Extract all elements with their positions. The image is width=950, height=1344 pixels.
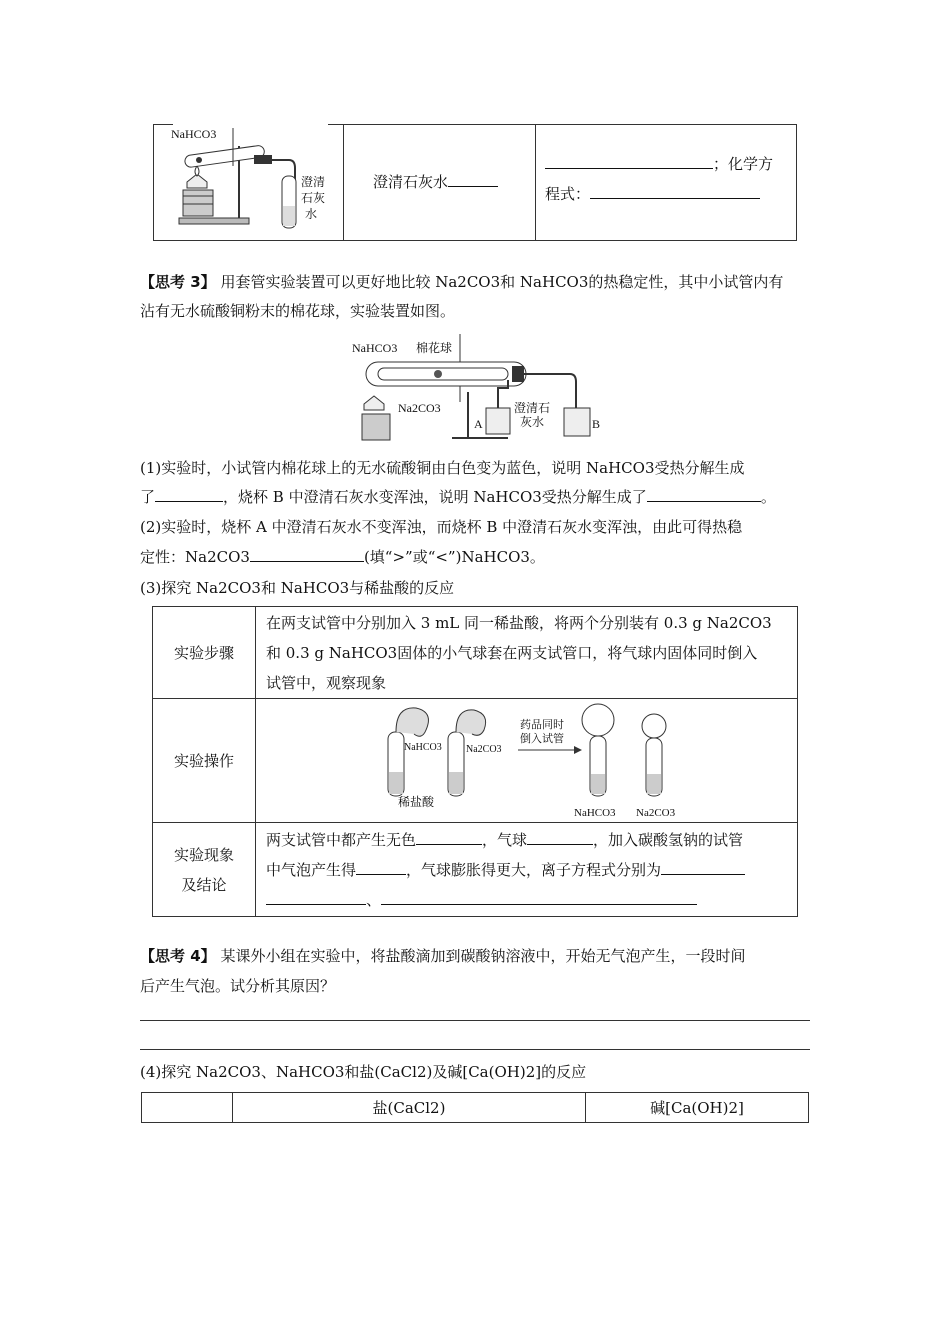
q4-title-text: (4)探究 Na2CO3、NaHCO3和盐(CaCl2)及碱[Ca(OH)2]的反应 — [140, 1063, 587, 1081]
equation-blank[interactable] — [590, 184, 760, 199]
row-operation-figure-cell — [256, 699, 798, 823]
q2-line-1 — [140, 517, 742, 537]
fig3-a-label: A — [474, 417, 483, 431]
right-cell-text-1: ；化学方 — [713, 155, 774, 173]
right-cell-text-2: 程式： — [545, 185, 591, 203]
fig-nahco3-label-a: NaHCO3 — [404, 741, 442, 753]
right-cell-line-2 — [545, 184, 760, 204]
fig3-nahco3-label: NaHCO3 — [352, 341, 398, 355]
think3-line-1 — [140, 272, 783, 292]
arrow-label-1: 药品同时 — [520, 717, 564, 731]
q2-blank[interactable] — [250, 547, 364, 562]
fig3-limewater-label-1: 澄清石 — [514, 401, 551, 415]
q2-line-2 — [140, 547, 545, 567]
result-text-1b: ，气球 — [482, 830, 528, 849]
q2-text-2a: 定性：Na2CO3 — [140, 548, 250, 566]
q1-text-2c: 。 — [760, 488, 776, 506]
limewater-cell — [373, 172, 498, 192]
q2-text-1: (2)实验时，烧杯 A 中澄清石灰水不变浑浊，而烧杯 B 中澄清石灰水变浑浊，由此可得热稳 — [140, 518, 743, 536]
think4-text-1: 某课外小组在实验中，将盐酸滴加到碳酸钠溶液中，开始无气泡产生，一段时间 — [220, 947, 746, 965]
think3-text-2: 沾有无水硫酸铜粉末的棉花球，实验装置如图。 — [140, 302, 456, 320]
steps-line-3: 试管中，观察现象 — [266, 673, 387, 692]
think3-text-1: 用套管实验装置可以更好地比较 Na2CO3和 NaHCO3的热稳定性，其中小试管内有 — [220, 273, 784, 291]
result-blank-4[interactable] — [661, 860, 745, 875]
q1-line-2 — [140, 487, 776, 507]
fig-limewater-label-1: 澄清 — [301, 175, 326, 189]
fig-limewater-label-2: 石灰 — [301, 191, 326, 205]
q1-text-2a: 了 — [140, 488, 156, 506]
q3-title — [140, 578, 454, 598]
fig-na2co3-label-a: Na2CO3 — [466, 743, 502, 755]
fig3-cotton-label: 棉花球 — [416, 341, 453, 355]
fig-nahco3-label-b: NaHCO3 — [574, 806, 616, 819]
right-cell-line-1 — [545, 154, 773, 174]
steps-line-2: 和 0.3 g NaHCO3固体的小气球套在两支试管口，将气球内固体同时倒入 — [266, 643, 758, 662]
fig3-limewater-label-2: 灰水 — [520, 415, 545, 429]
result-text-1c: ，加入碳酸氢钠的试管 — [593, 830, 744, 849]
bottom-col-base: 碱[Ca(OH)2] — [586, 1093, 809, 1123]
top-table — [153, 124, 797, 241]
result-blank-2[interactable] — [527, 830, 593, 845]
q1-text-1: (1)实验时，小试管内棉花球上的无水硫酸铜由白色变为蓝色，说明 NaHCO3受热分解生成 — [140, 459, 745, 477]
limewater-blank[interactable] — [448, 172, 498, 187]
row-operation-label: 实验操作 — [153, 699, 256, 823]
result-text-2a: 中气泡产生得 — [266, 860, 357, 879]
think4-line-1 — [140, 946, 745, 966]
limewater-text: 澄清石灰水 — [373, 173, 449, 191]
result-text-3: 、 — [366, 890, 382, 909]
row-steps-content — [256, 607, 798, 699]
result-text-2b: ，气球膨胀得更大，离子方程式分别为 — [406, 860, 662, 879]
heating-apparatus-figure — [159, 126, 339, 238]
arrow-label-2: 倒入试管 — [520, 731, 564, 745]
q1-blank-2[interactable] — [647, 487, 761, 502]
experiment-table — [152, 606, 798, 917]
bottom-col-empty — [142, 1093, 233, 1123]
row-steps-label: 实验步骤 — [153, 607, 256, 699]
result-blank-3[interactable] — [356, 860, 406, 875]
bottom-table — [141, 1092, 809, 1123]
think3-line-2 — [140, 301, 455, 321]
bottom-col-salt: 盐(CaCl2) — [233, 1093, 586, 1123]
think3-tag: 【思考 3】 — [140, 273, 216, 291]
steps-line-1: 在两支试管中分别加入 3 mL 同一稀盐酸，将两个分别装有 0.3 g Na2CO3 — [266, 613, 772, 632]
think4-line-2 — [140, 976, 335, 996]
q1-text-2b: ，烧杯 B 中澄清石灰水变浑浊，说明 NaHCO3受热分解生成了 — [223, 488, 647, 506]
phenomenon-blank[interactable] — [545, 154, 713, 169]
fig-acid-label: 稀盐酸 — [398, 794, 435, 809]
answer-line-2[interactable] — [140, 1049, 810, 1050]
fig3-na2co3-label: Na2CO3 — [398, 401, 441, 415]
balloon-tubes-figure — [378, 702, 698, 820]
fig3-b-label: B — [592, 417, 601, 431]
fig-nahco3-label: NaHCO3 — [171, 127, 217, 141]
result-blank-5[interactable] — [266, 890, 366, 905]
answer-line-1[interactable] — [140, 1020, 810, 1021]
think4-tag: 【思考 4】 — [140, 947, 216, 965]
think4-text-2: 后产生气泡。试分析其原因？ — [140, 977, 336, 995]
result-text-1a: 两支试管中都产生无色 — [266, 830, 417, 849]
q4-title — [140, 1062, 586, 1082]
result-blank-1[interactable] — [416, 830, 482, 845]
row-result-label: 实验现象 及结论 — [153, 823, 256, 917]
fig-na2co3-label-b: Na2CO3 — [636, 806, 676, 819]
q3-title-text: (3)探究 Na2CO3和 NaHCO3与稀盐酸的反应 — [140, 579, 455, 597]
result-blank-6[interactable] — [381, 890, 697, 905]
row-result-content — [256, 823, 798, 917]
q2-text-2b: (填“>”或“<”)NaHCO3。 — [363, 548, 545, 566]
q1-line-1 — [140, 458, 745, 478]
q1-blank-1[interactable] — [155, 487, 223, 502]
fig-limewater-label-3: 水 — [305, 207, 318, 221]
nested-tube-apparatus-figure — [348, 332, 610, 444]
